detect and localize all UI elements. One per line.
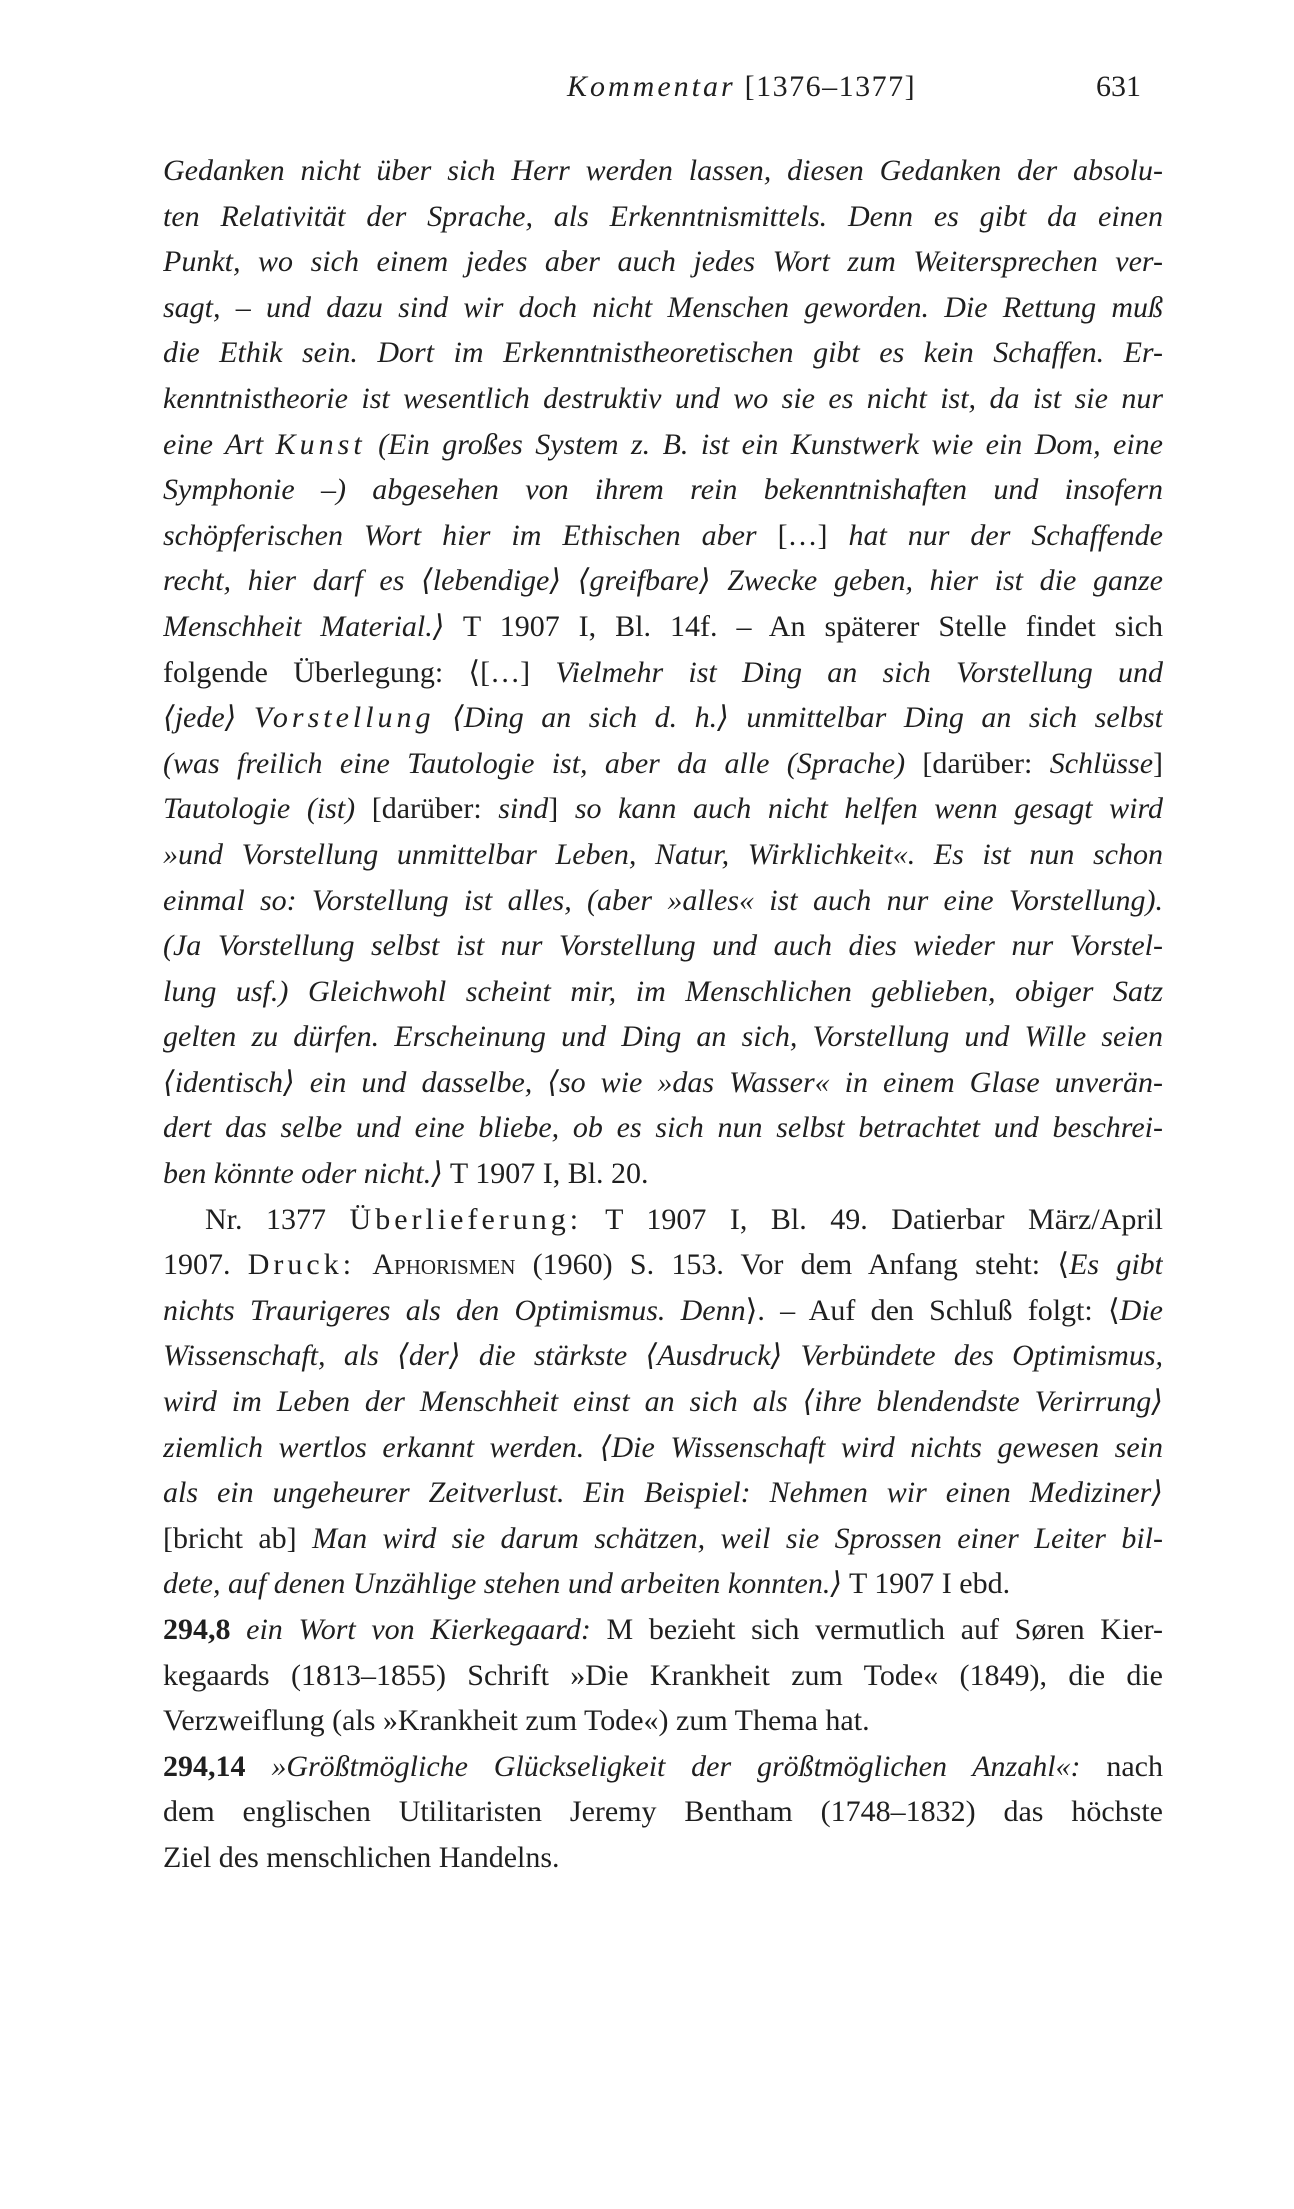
text-segment: Punkt, wo sich einem jedes aber auch jedes Wort zum Weitersprechen ver- <box>163 245 1163 279</box>
text-segment: Symphonie –) abgesehen von ihrem rein bekenntnishaften und insofern <box>163 473 1163 507</box>
text-segment <box>355 1248 372 1281</box>
text-line <box>163 194 1163 240</box>
running-title-range: [1376–1377] <box>744 70 917 103</box>
text-segment: kegaards (1813–1855) Schrift »Die Krankheit zum Tode« (1849), die die <box>163 1658 1163 1692</box>
text-line <box>163 1698 1163 1744</box>
text-segment: nach <box>1080 1749 1163 1783</box>
text-segment: »Größtmögliche Glückseligkeit der größtmöglichen Anzahl«: <box>271 1749 1081 1783</box>
text-segment: dert das selbe und eine bliebe, ob es sich nun selbst betrachtet und beschrei- <box>163 1111 1163 1145</box>
text-segment: wird im Leben der Menschheit einst an sich als ⟨ihre blendendste Verirrung⟩ <box>163 1385 1163 1419</box>
text-segment: hat nur der Schaffende <box>827 518 1163 552</box>
text-segment: Gedanken nicht über sich Herr werden lassen, diesen Gedanken der absolu- <box>163 154 1163 187</box>
text-segment: Man wird sie darum schätzen, weil sie Sprossen einer Leiter bil- <box>312 1521 1163 1555</box>
text-segment: dete, auf denen Unzählige stehen und arbeiten konnten.⟩ <box>163 1567 843 1601</box>
text-line <box>163 1470 1163 1516</box>
text-segment: folgende Überlegung: ⟨[…] <box>163 655 556 689</box>
text-line <box>163 1014 1163 1060</box>
commentary-text <box>163 148 1163 1881</box>
text-line <box>163 1561 1163 1607</box>
text-line <box>163 1151 1163 1197</box>
text-segment: Aphorismen <box>372 1248 516 1282</box>
text-segment: 1907. <box>163 1248 248 1282</box>
text-segment: als ein ungeheurer Zeitverlust. Ein Beispiel: Nehmen wir einen Mediziner⟩ <box>163 1476 1163 1510</box>
text-line <box>163 467 1163 513</box>
running-title-text: Kommentar <box>567 70 736 103</box>
text-line <box>163 1835 1163 1881</box>
text-line <box>163 1105 1163 1151</box>
text-segment: Schlüsse <box>1049 746 1154 780</box>
text-line <box>163 923 1163 969</box>
text-segment: ben könnte oder nicht.⟩ <box>163 1157 443 1191</box>
text-segment: (Ja Vorstellung selbst ist nur Vorstellung und auch dies wieder nur Vorstel- <box>163 929 1163 963</box>
text-segment: (was freilich eine Tautologie ist, aber da alle (Sprache) <box>163 746 923 780</box>
text-line <box>163 148 1163 194</box>
text-line <box>163 1060 1163 1106</box>
text-line <box>163 1744 1163 1790</box>
text-segment: ⟩. – Auf den Schluß folgt: ⟨ <box>745 1293 1120 1327</box>
text-segment: [bricht ab] <box>163 1521 313 1555</box>
text-segment: eine Art <box>163 427 276 461</box>
text-line <box>163 1789 1163 1835</box>
text-line <box>163 650 1163 696</box>
text-line <box>163 1333 1163 1379</box>
text-segment: so kann auch nicht helfen wenn gesagt wird <box>558 792 1163 826</box>
text-segment: schöpferischen Wort hier im Ethischen aber <box>163 518 778 552</box>
text-segment: die Ethik sein. Dort im Erkenntnistheoretischen gibt es kein Schaffen. Er- <box>163 336 1163 370</box>
text-line <box>163 1516 1163 1562</box>
text-segment: Vorstellung <box>253 701 435 735</box>
text-line <box>163 239 1163 285</box>
text-segment: gelten zu dürfen. Erscheinung und Ding an sich, Vorstellung und Wille seien <box>163 1020 1163 1054</box>
text-segment: Wissenschaft, als ⟨der⟩ die stärkste ⟨Ausdruck⟩ Verbündete des Optimismus, <box>163 1339 1163 1373</box>
text-segment: »und Vorstellung unmittelbar Leben, Natur, Wirklichkeit«. Es ist nun schon <box>163 837 1163 871</box>
running-header <box>163 70 1163 110</box>
text-segment: ⟨jede⟩ <box>163 701 254 735</box>
text-segment: nichts Traurigeres als den Optimismus. Denn <box>163 1293 746 1327</box>
text-segment: M bezieht sich vermutlich auf Søren Kier- <box>590 1613 1163 1646</box>
text-segment: Ziel des menschlichen Handelns. <box>163 1840 560 1874</box>
text-line <box>163 604 1163 650</box>
text-line <box>163 695 1163 741</box>
text-line <box>163 1288 1163 1334</box>
text-segment: [darüber: <box>922 746 1050 780</box>
text-segment: Tautologie (ist) <box>163 792 372 826</box>
text-segment: Kunst <box>275 427 366 461</box>
text-line <box>163 1379 1163 1425</box>
text-segment: Menschheit Material.⟩ <box>163 609 445 643</box>
text-segment: T 1907 I, Bl. 20. <box>442 1157 649 1191</box>
text-line <box>163 1607 1163 1653</box>
text-segment: ⟨identisch⟩ ein und dasselbe, ⟨so wie »das Wasser« in einem Glase unverän- <box>163 1065 1163 1099</box>
text-segment: Die <box>1119 1293 1163 1327</box>
text-segment: T 1907 I ebd. <box>842 1567 1011 1601</box>
text-line <box>163 741 1163 787</box>
text-segment: ] <box>1153 746 1163 780</box>
text-segment: […] <box>777 518 828 552</box>
text-segment: ziemlich wertlos erkannt werden. ⟨Die Wissenschaft wird nichts gewesen sein <box>163 1430 1163 1464</box>
text-segment: einmal so: Vorstellung ist alles, (aber »alles« ist auch nur eine Vorstellung). <box>163 883 1163 917</box>
text-line <box>163 1653 1163 1699</box>
text-segment: Es gibt <box>1069 1248 1163 1282</box>
text-line <box>163 969 1163 1015</box>
text-segment: 294,8 <box>163 1613 247 1646</box>
text-line <box>163 1425 1163 1471</box>
text-segment: ten Relativität der Sprache, als Erkenntnismittels. Denn es gibt da einen <box>163 199 1163 233</box>
text-segment: ein Wort von Kierkegaard: <box>246 1613 591 1646</box>
text-segment: recht, hier darf es ⟨lebendige⟩ ⟨greifbare⟩ Zwecke geben, hier ist die ganze <box>163 564 1163 598</box>
text-segment: Vielmehr ist Ding an sich Vorstellung und <box>555 655 1163 689</box>
text-line <box>163 1197 1163 1243</box>
text-segment: lung usf.) Gleichwohl scheint mir, im Menschlichen geblieben, obiger Satz <box>163 974 1163 1008</box>
text-line <box>163 330 1163 376</box>
text-line <box>163 832 1163 878</box>
text-segment: sind <box>498 792 549 826</box>
text-segment: Druck: <box>247 1248 356 1282</box>
text-segment: sagt, – und dazu sind wir doch nicht Menschen geworden. Die Rettung muß <box>163 290 1163 324</box>
text-segment: Verzweiflung (als »Krankheit zum Tode«) zum Thema hat. <box>163 1704 870 1738</box>
text-segment: 294,14 <box>163 1749 272 1783</box>
text-line <box>163 376 1163 422</box>
text-line <box>163 285 1163 331</box>
text-segment: ⟨Ding an sich d. h.⟩ unmittelbar Ding an sich selbst <box>434 701 1163 735</box>
text-segment: Nr. 1377 <box>205 1202 350 1236</box>
page-number: 631 <box>1096 70 1141 103</box>
text-segment: T 1907 I, Bl. 49. Datierbar März/April <box>582 1202 1163 1236</box>
text-line <box>163 1242 1163 1288</box>
text-line <box>163 422 1163 468</box>
text-segment: T 1907 I, Bl. 14f. – An späterer Stelle findet sich <box>444 609 1163 643</box>
text-line <box>163 878 1163 924</box>
text-segment: (Ein großes System z. B. ist ein Kunstwerk wie ein Dom, eine <box>365 427 1163 461</box>
running-title <box>567 70 916 104</box>
text-line <box>163 558 1163 604</box>
text-segment: Überlieferung: <box>349 1202 583 1236</box>
text-segment: dem englischen Utilitaristen Jeremy Bentham (1748–1832) das höchste <box>163 1795 1163 1829</box>
text-segment: ] <box>548 792 559 826</box>
text-line <box>163 513 1163 559</box>
text-segment: (1960) S. 153. Vor dem Anfang steht: ⟨ <box>515 1248 1070 1282</box>
text-line <box>163 786 1163 832</box>
text-segment: kenntnistheorie ist wesentlich destruktiv und wo sie es nicht ist, da ist sie nur <box>163 381 1163 415</box>
text-segment: [darüber: <box>371 792 499 826</box>
